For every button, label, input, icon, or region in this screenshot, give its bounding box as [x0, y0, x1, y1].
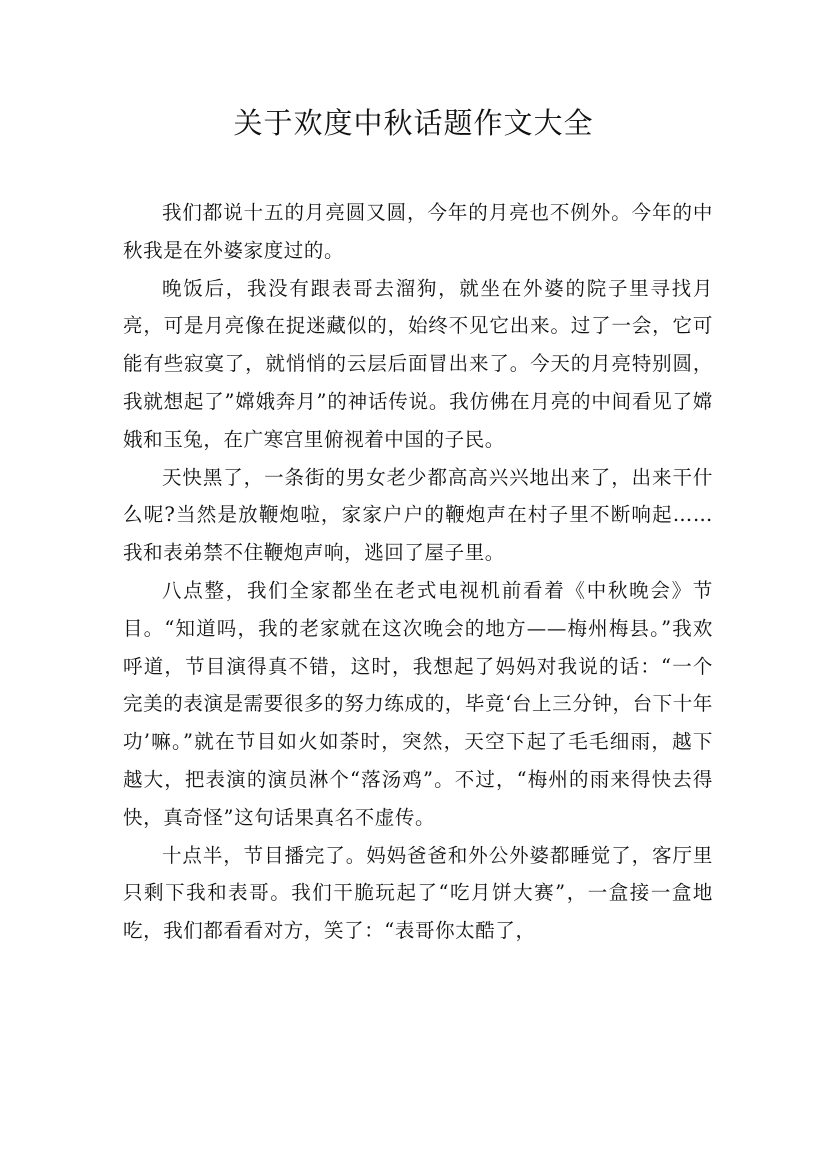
paragraph: 我们都说十五的月亮圆又圆，今年的月亮也不例外。今年的中秋我是在外婆家度过的。 [123, 201, 713, 262]
paragraph: 天快黑了，一条街的男女老少都高高兴兴地出来了，出来干什么呢?当然是放鞭炮啦，家家户户的鞭炮声在村子里不断响起……我和表弟禁不住鞭炮声响，逃回了屋子里。 [123, 465, 713, 565]
document-body [123, 194, 713, 950]
paragraph: 八点整，我们全家都坐在老式电视机前看着《中秋晚会》节目。“知道吗，我的老家就在这次晚会的地方——梅州梅县。”我欢呼道，节目演得真不错，这时，我想起了妈妈对我说的话：“一个完美的表演是需要很多的努力练成的，毕竟‘台上三分钟，台下十年功’嘛。”就在节目如火如荼时，突然，天空下起了毛毛细雨，越下越大，把表演的演员淋个“落汤鸡”。不过，“梅州的雨来得快去得快，真奇怪”这句话果真名不虚传。 [123, 578, 713, 829]
paragraph: 晚饭后，我没有跟表哥去溜狗，就坐在外婆的院子里寻找月亮，可是月亮像在捉迷藏似的，始终不见它出来。过了一会，它可能有些寂寞了，就悄悄的云层后面冒出来了。今天的月亮特别圆，我就想起了”嫦娥奔月”的神话传说。我仿佛在月亮的中间看见了嫦娥和玉兔，在广寒宫里俯视着中国的子民。 [123, 276, 713, 451]
document-title: 关于欢度中秋话题作文大全 [233, 106, 594, 140]
paragraph: 十点半，节目播完了。妈妈爸爸和外公外婆都睡觉了，客厅里只剩下我和表哥。我们干脆玩起了“吃月饼大赛”，一盒接一盒地吃，我们都看看对方，笑了：“表哥你太酷了， [123, 843, 713, 943]
